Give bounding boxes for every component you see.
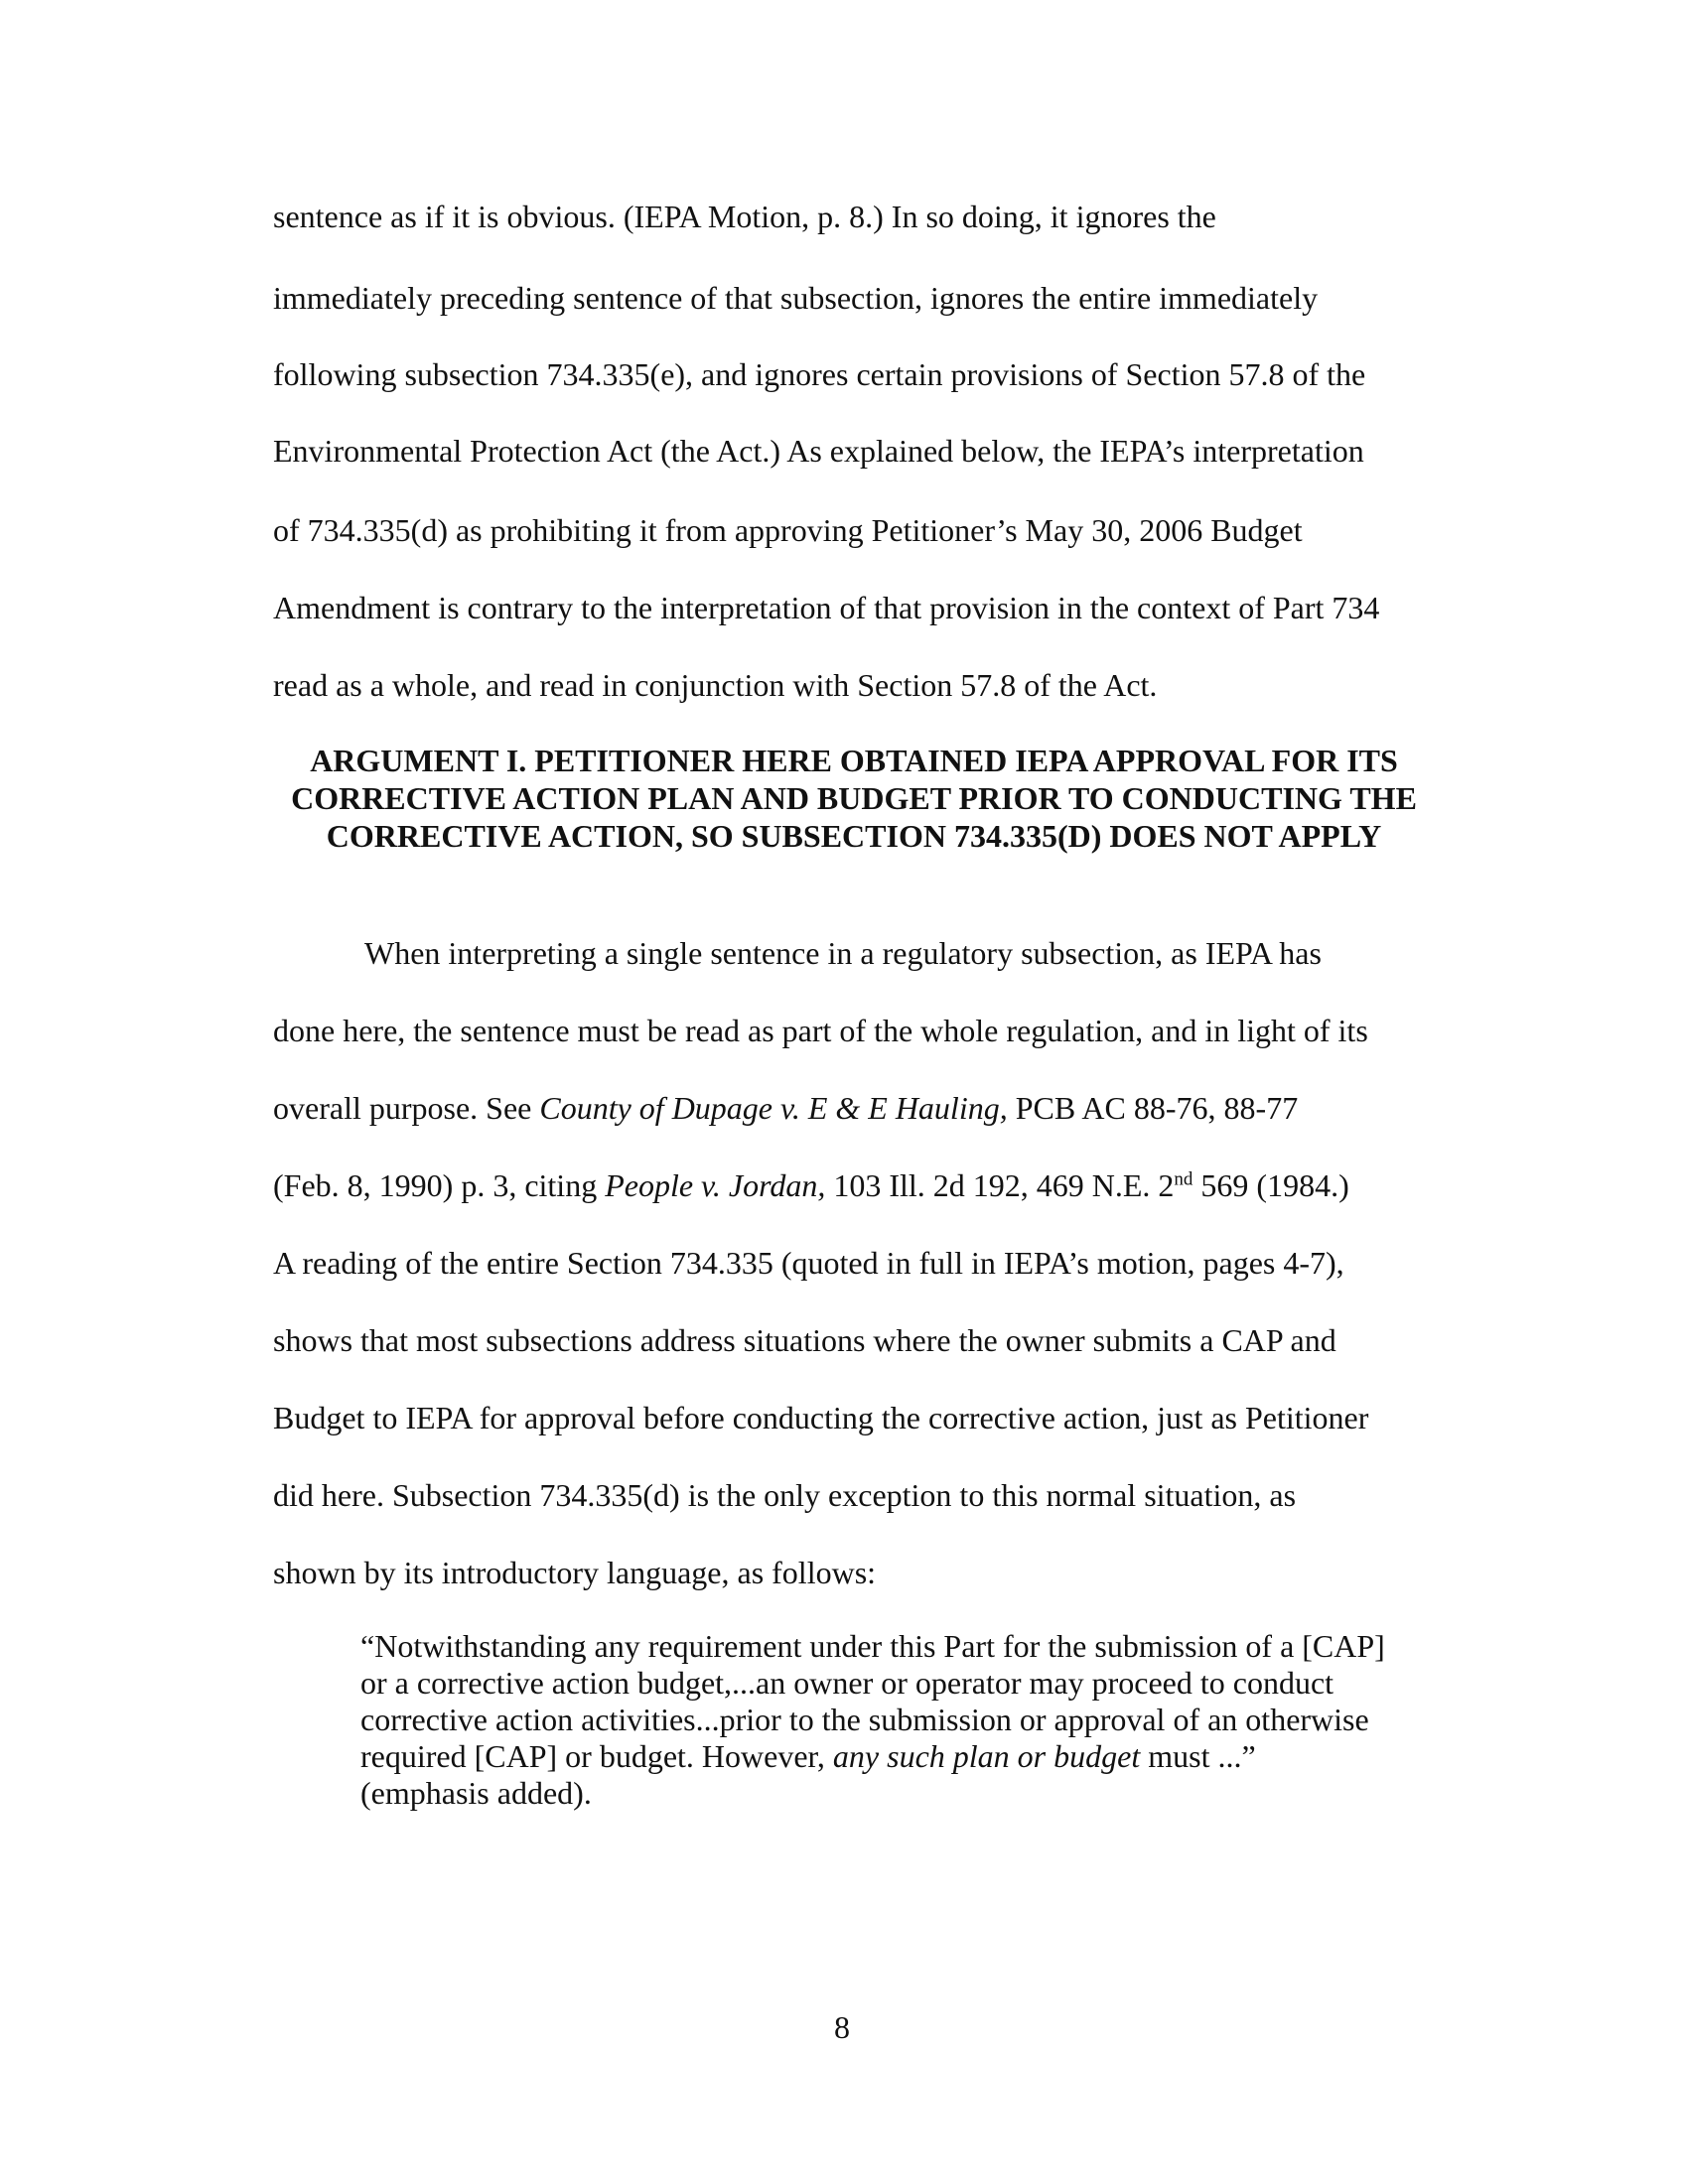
body-line-3: following subsection 734.335(e), and ignores certain provisions of Section 57.8 of the [273, 356, 1366, 392]
argument-heading-line-2: CORRECTIVE ACTION PLAN AND BUDGET PRIOR TO CONDUCTING THE [291, 780, 1417, 816]
para2-line-4 [273, 1165, 1349, 1205]
block-quote-line-4-text-a: required [CAP] or budget. However, [360, 1738, 833, 1774]
body-line-7: read as a whole, and read in conjunction with Section 57.8 of the Act. [273, 667, 1158, 703]
para2-line-3-text-c: PCB AC 88-76, 88-77 [1007, 1090, 1299, 1126]
block-quote-line-5: (emphasis added). [360, 1775, 592, 1811]
argument-heading-line-1: ARGUMENT I. PETITIONER HERE OBTAINED IEPA APPROVAL FOR ITS [310, 743, 1398, 778]
body-line-5: of 734.335(d) as prohibiting it from approving Petitioner’s May 30, 2006 Budget [273, 512, 1303, 548]
page-number: 8 [834, 2009, 850, 2045]
para2-line-4-text-a: (Feb. 8, 1990) p. 3, citing [273, 1167, 606, 1203]
para2-line-1: When interpreting a single sentence in a regulatory subsection, as IEPA has [364, 935, 1322, 971]
para2-line-8: did here. Subsection 734.335(d) is the only exception to this normal situation, as [273, 1477, 1297, 1513]
para2-line-4-text-d: 569 (1984.) [1193, 1167, 1349, 1203]
para2-line-3 [273, 1088, 1298, 1128]
case-citation-county-of-dupage: County of Dupage v. E & E Hauling, [539, 1090, 1008, 1126]
block-quote-line-2: or a corrective action budget,...an owner or operator may proceed to conduct [360, 1665, 1334, 1701]
ordinal-superscript: nd [1174, 1168, 1193, 1190]
case-citation-people-v-jordan: People v. Jordan, [605, 1167, 826, 1203]
para2-line-6: shows that most subsections address situations where the owner submits a CAP and [273, 1322, 1336, 1358]
block-quote-line-4-text-c: must ...” [1140, 1738, 1256, 1774]
body-line-2: immediately preceding sentence of that subsection, ignores the entire immediately [273, 280, 1319, 316]
para2-line-4-text-c: 103 Ill. 2d 192, 469 N.E. 2 [825, 1167, 1175, 1203]
block-quote-line-1: “Notwithstanding any requirement under this Part for the submission of a [CAP] [360, 1628, 1385, 1664]
body-line-1: sentence as if it is obvious. (IEPA Motion, p. 8.) In so doing, it ignores the [273, 199, 1216, 234]
para2-line-9: shown by its introductory language, as follows: [273, 1555, 877, 1590]
para2-line-7: Budget to IEPA for approval before conducting the corrective action, just as Petitioner [273, 1400, 1369, 1435]
emphasized-phrase: any such plan or budget [832, 1738, 1141, 1774]
para2-line-5: A reading of the entire Section 734.335 (quoted in full in IEPA’s motion, pages 4-7), [273, 1245, 1344, 1281]
para2-line-2: done here, the sentence must be read as part of the whole regulation, and in light of its [273, 1013, 1368, 1048]
body-line-6: Amendment is contrary to the interpretation of that provision in the context of Part 734 [273, 590, 1380, 625]
argument-heading-line-3: CORRECTIVE ACTION, SO SUBSECTION 734.335(D) DOES NOT APPLY [326, 818, 1382, 854]
body-line-4: Environmental Protection Act (the Act.) As explained below, the IEPA’s interpretation [273, 433, 1364, 469]
block-quote-line-3: corrective action activities...prior to the submission or approval of an otherwise [360, 1702, 1369, 1737]
para2-line-3-text-a: overall purpose. See [273, 1090, 540, 1126]
block-quote-line-4 [360, 1738, 1256, 1775]
